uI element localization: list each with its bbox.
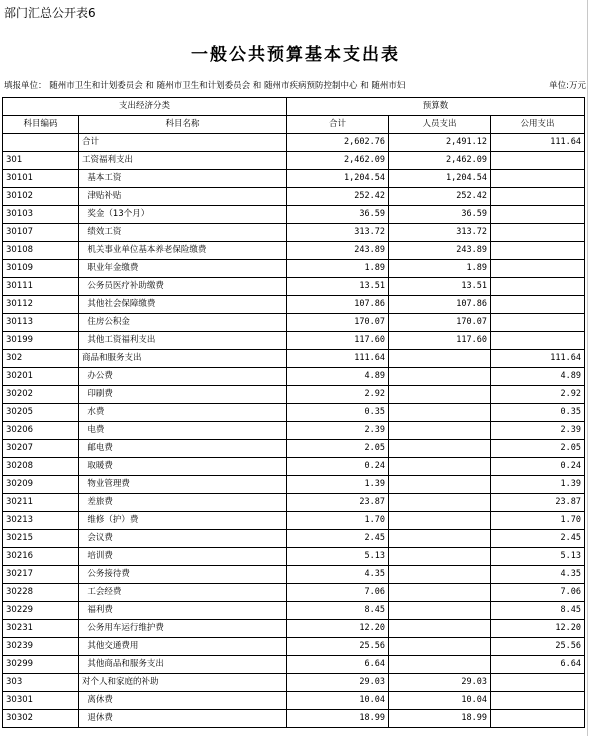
header-budget: 预算数 — [287, 98, 585, 116]
table-row — [3, 566, 585, 584]
row-code: 30101 — [3, 170, 79, 188]
row-name: 商品和服务支出 — [79, 350, 287, 368]
row-code — [3, 134, 79, 152]
row-personnel: 243.89 — [389, 242, 491, 260]
row-personnel — [389, 584, 491, 602]
row-total: 25.56 — [287, 638, 389, 656]
row-total: 117.60 — [287, 332, 389, 350]
row-public — [491, 206, 585, 224]
header-name: 科目名称 — [79, 116, 287, 134]
row-code: 30215 — [3, 530, 79, 548]
row-name: 机关事业单位基本养老保险缴费 — [79, 242, 287, 260]
row-total: 111.64 — [287, 350, 389, 368]
row-total: 2,602.76 — [287, 134, 389, 152]
row-name: 其他工资福利支出 — [79, 332, 287, 350]
row-public: 111.64 — [491, 350, 585, 368]
table-row — [3, 314, 585, 332]
row-total: 6.64 — [287, 656, 389, 674]
row-public — [491, 188, 585, 206]
filing-unit-line — [4, 79, 586, 91]
row-code: 30107 — [3, 224, 79, 242]
row-personnel — [389, 386, 491, 404]
row-code: 303 — [3, 674, 79, 692]
row-name: 退休费 — [79, 710, 287, 728]
row-personnel — [389, 494, 491, 512]
row-code: 30217 — [3, 566, 79, 584]
row-personnel — [389, 566, 491, 584]
row-code: 30216 — [3, 548, 79, 566]
table-row — [3, 260, 585, 278]
table-row — [3, 242, 585, 260]
row-public — [491, 674, 585, 692]
row-code: 30213 — [3, 512, 79, 530]
row-total: 0.35 — [287, 404, 389, 422]
table-row — [3, 638, 585, 656]
row-public — [491, 242, 585, 260]
row-personnel — [389, 530, 491, 548]
row-name: 差旅费 — [79, 494, 287, 512]
row-code: 30112 — [3, 296, 79, 314]
row-code: 30201 — [3, 368, 79, 386]
row-code: 30299 — [3, 656, 79, 674]
row-code: 30205 — [3, 404, 79, 422]
header-code: 科目编码 — [3, 116, 79, 134]
row-name: 电费 — [79, 422, 287, 440]
row-public — [491, 170, 585, 188]
row-name: 公务接待费 — [79, 566, 287, 584]
row-public: 12.20 — [491, 620, 585, 638]
row-total: 4.89 — [287, 368, 389, 386]
row-public: 4.89 — [491, 368, 585, 386]
row-public: 8.45 — [491, 602, 585, 620]
row-public: 2.05 — [491, 440, 585, 458]
row-code: 30229 — [3, 602, 79, 620]
table-row — [3, 170, 585, 188]
row-total: 29.03 — [287, 674, 389, 692]
table-row — [3, 404, 585, 422]
row-total: 170.07 — [287, 314, 389, 332]
table-row — [3, 692, 585, 710]
row-public: 7.06 — [491, 584, 585, 602]
row-total: 2.92 — [287, 386, 389, 404]
row-name: 津贴补贴 — [79, 188, 287, 206]
table-row — [3, 548, 585, 566]
row-code: 30211 — [3, 494, 79, 512]
row-total: 10.04 — [287, 692, 389, 710]
row-total: 8.45 — [287, 602, 389, 620]
row-personnel: 252.42 — [389, 188, 491, 206]
table-row — [3, 350, 585, 368]
row-total: 0.24 — [287, 458, 389, 476]
row-total: 1.89 — [287, 260, 389, 278]
row-public — [491, 260, 585, 278]
row-code: 30208 — [3, 458, 79, 476]
header-public: 公用支出 — [491, 116, 585, 134]
row-public: 5.13 — [491, 548, 585, 566]
table-row — [3, 458, 585, 476]
header-personnel: 人员支出 — [389, 116, 491, 134]
row-total: 12.20 — [287, 620, 389, 638]
page-title: 一般公共预算基本支出表 — [191, 45, 400, 65]
row-name: 取暖费 — [79, 458, 287, 476]
row-name: 奖金（13个月） — [79, 206, 287, 224]
row-name: 公务用车运行维护费 — [79, 620, 287, 638]
row-personnel: 2,462.09 — [389, 152, 491, 170]
sheet-gridline — [587, 0, 588, 736]
row-personnel — [389, 422, 491, 440]
row-total: 107.86 — [287, 296, 389, 314]
row-personnel: 36.59 — [389, 206, 491, 224]
table-row — [3, 710, 585, 728]
table-row — [3, 620, 585, 638]
row-name: 工资福利支出 — [79, 152, 287, 170]
row-public: 0.24 — [491, 458, 585, 476]
row-personnel — [389, 368, 491, 386]
row-personnel: 170.07 — [389, 314, 491, 332]
row-name: 会议费 — [79, 530, 287, 548]
row-code: 30206 — [3, 422, 79, 440]
row-public: 23.87 — [491, 494, 585, 512]
table-row — [3, 296, 585, 314]
row-total: 243.89 — [287, 242, 389, 260]
table-row — [3, 476, 585, 494]
sheet-label: 部门汇总公开表6 — [4, 6, 96, 20]
row-personnel: 10.04 — [389, 692, 491, 710]
row-personnel — [389, 602, 491, 620]
row-name: 维修（护）费 — [79, 512, 287, 530]
row-code: 30207 — [3, 440, 79, 458]
row-total: 2.45 — [287, 530, 389, 548]
unit-label: 单位:万元 — [549, 81, 586, 91]
table-row — [3, 494, 585, 512]
row-name: 合计 — [79, 134, 287, 152]
header-economic-class: 支出经济分类 — [3, 98, 287, 116]
table-row — [3, 584, 585, 602]
row-name: 培训费 — [79, 548, 287, 566]
table-row — [3, 206, 585, 224]
row-public: 4.35 — [491, 566, 585, 584]
row-code: 30108 — [3, 242, 79, 260]
table-row — [3, 224, 585, 242]
row-name: 工会经费 — [79, 584, 287, 602]
table-row — [3, 512, 585, 530]
row-name: 邮电费 — [79, 440, 287, 458]
row-public: 2.45 — [491, 530, 585, 548]
table-row — [3, 188, 585, 206]
row-code: 30209 — [3, 476, 79, 494]
row-code: 30301 — [3, 692, 79, 710]
row-personnel — [389, 638, 491, 656]
row-name: 办公费 — [79, 368, 287, 386]
row-personnel — [389, 440, 491, 458]
row-total: 36.59 — [287, 206, 389, 224]
row-name: 其他社会保障缴费 — [79, 296, 287, 314]
row-total: 313.72 — [287, 224, 389, 242]
row-personnel — [389, 404, 491, 422]
row-personnel: 107.86 — [389, 296, 491, 314]
row-public: 0.35 — [491, 404, 585, 422]
row-personnel — [389, 656, 491, 674]
row-total: 252.42 — [287, 188, 389, 206]
table-row — [3, 674, 585, 692]
row-personnel: 13.51 — [389, 278, 491, 296]
row-public — [491, 710, 585, 728]
row-name: 物业管理费 — [79, 476, 287, 494]
row-total: 2.39 — [287, 422, 389, 440]
row-code: 30102 — [3, 188, 79, 206]
row-code: 30113 — [3, 314, 79, 332]
row-public: 25.56 — [491, 638, 585, 656]
row-total: 23.87 — [287, 494, 389, 512]
table-row — [3, 386, 585, 404]
row-public — [491, 314, 585, 332]
row-name: 基本工资 — [79, 170, 287, 188]
header-group-row — [3, 98, 585, 116]
row-name: 印刷费 — [79, 386, 287, 404]
row-personnel: 117.60 — [389, 332, 491, 350]
row-total: 1,204.54 — [287, 170, 389, 188]
row-personnel — [389, 458, 491, 476]
row-code: 30103 — [3, 206, 79, 224]
header-column-row — [3, 116, 585, 134]
row-code: 30231 — [3, 620, 79, 638]
row-name: 福利费 — [79, 602, 287, 620]
header-total: 合计 — [287, 116, 389, 134]
row-public — [491, 278, 585, 296]
row-name: 绩效工资 — [79, 224, 287, 242]
row-public: 2.39 — [491, 422, 585, 440]
row-name: 水费 — [79, 404, 287, 422]
table-row — [3, 278, 585, 296]
row-total: 7.06 — [287, 584, 389, 602]
row-personnel: 18.99 — [389, 710, 491, 728]
row-personnel: 2,491.12 — [389, 134, 491, 152]
row-code: 30109 — [3, 260, 79, 278]
row-public: 1.39 — [491, 476, 585, 494]
row-personnel — [389, 548, 491, 566]
row-public — [491, 296, 585, 314]
row-total: 1.70 — [287, 512, 389, 530]
row-public: 111.64 — [491, 134, 585, 152]
row-name: 职业年金缴费 — [79, 260, 287, 278]
row-personnel: 313.72 — [389, 224, 491, 242]
row-total: 1.39 — [287, 476, 389, 494]
row-public — [491, 332, 585, 350]
table-row — [3, 134, 585, 152]
table-row — [3, 602, 585, 620]
row-total: 4.35 — [287, 566, 389, 584]
table-row — [3, 422, 585, 440]
row-public — [491, 692, 585, 710]
row-personnel — [389, 620, 491, 638]
row-public — [491, 152, 585, 170]
row-personnel: 1.89 — [389, 260, 491, 278]
row-code: 30111 — [3, 278, 79, 296]
row-code: 30228 — [3, 584, 79, 602]
row-public: 6.64 — [491, 656, 585, 674]
row-name: 离休费 — [79, 692, 287, 710]
row-code: 30202 — [3, 386, 79, 404]
row-total: 5.13 — [287, 548, 389, 566]
row-code: 302 — [3, 350, 79, 368]
row-name: 对个人和家庭的补助 — [79, 674, 287, 692]
row-code: 30199 — [3, 332, 79, 350]
filing-unit: 填报单位： 随州市卫生和计划委员会 和 随州市卫生和计划委员会 和 随州市疾病预防控制中心 和 随州市妇 — [4, 81, 406, 91]
row-total: 18.99 — [287, 710, 389, 728]
budget-table — [2, 97, 585, 728]
row-public: 2.92 — [491, 386, 585, 404]
row-code: 301 — [3, 152, 79, 170]
row-personnel: 1,204.54 — [389, 170, 491, 188]
row-code: 30239 — [3, 638, 79, 656]
row-personnel — [389, 350, 491, 368]
row-total: 2,462.09 — [287, 152, 389, 170]
row-name: 住房公积金 — [79, 314, 287, 332]
table-row — [3, 530, 585, 548]
row-public — [491, 224, 585, 242]
row-personnel — [389, 476, 491, 494]
row-personnel — [389, 512, 491, 530]
table-row — [3, 368, 585, 386]
row-public: 1.70 — [491, 512, 585, 530]
table-row — [3, 332, 585, 350]
row-name: 其他商品和服务支出 — [79, 656, 287, 674]
row-personnel: 29.03 — [389, 674, 491, 692]
row-name: 公务员医疗补助缴费 — [79, 278, 287, 296]
row-code: 30302 — [3, 710, 79, 728]
row-total: 13.51 — [287, 278, 389, 296]
table-row — [3, 440, 585, 458]
table-row — [3, 152, 585, 170]
row-name: 其他交通费用 — [79, 638, 287, 656]
table-row — [3, 656, 585, 674]
row-total: 2.05 — [287, 440, 389, 458]
